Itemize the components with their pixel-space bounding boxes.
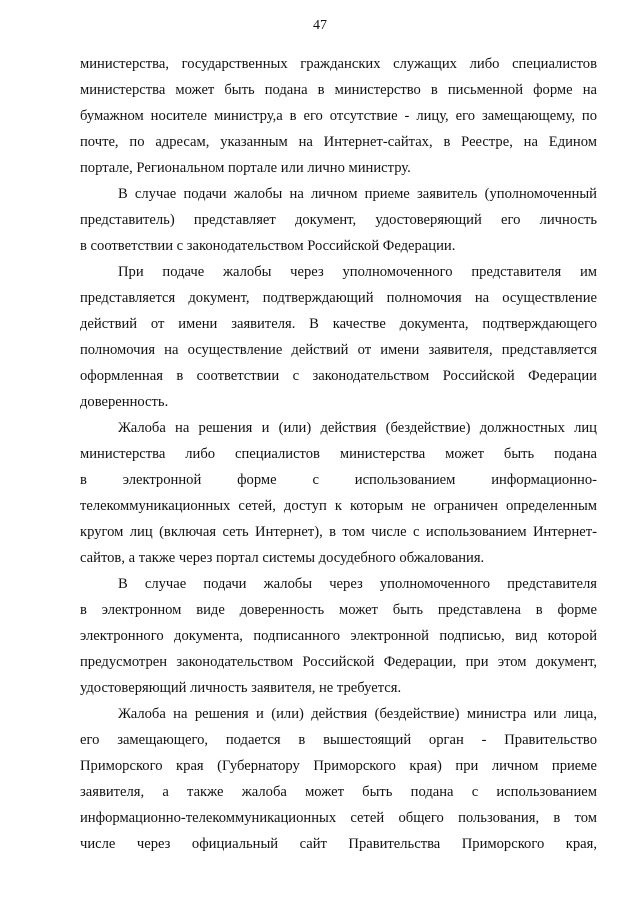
text-line: в электронном виде доверенность может быть представлена в форме xyxy=(80,602,597,618)
text-line: заявителя, а также жалоба может быть подана с использованием xyxy=(80,784,597,800)
text-line: портале, Региональном портале или лично министру. xyxy=(80,160,411,176)
text-line: представляется документ, подтверждающий полномочия на осуществление xyxy=(80,290,597,306)
text-line: удостоверяющий личность заявителя, не требуется. xyxy=(80,680,402,696)
text-line: При подаче жалобы через уполномоченного представителя им xyxy=(118,264,597,280)
text-line: в электронной форме с использованием информационно- xyxy=(80,472,597,488)
text-line: информационно-телекоммуникационных сетей общего пользования, в том xyxy=(80,810,597,826)
text-line: кругом лиц (включая сеть Интернет), в том числе с использованием Интернет- xyxy=(80,524,597,540)
text-line: почте, по адресам, указанным на Интернет-сайтах, в Реестре, на Едином xyxy=(80,134,597,150)
text-line: представитель) представляет документ, удостоверяющий его личность xyxy=(80,212,597,228)
text-line: доверенность. xyxy=(80,394,169,410)
text-line: В случае подачи жалобы через уполномоченного представителя xyxy=(118,576,597,592)
text-line: бумажном носителе министру,а в его отсутствие - лицу, его замещающему, по xyxy=(80,108,597,124)
text-line: министерства, государственных гражданских служащих либо специалистов xyxy=(80,56,597,72)
text-line: его замещающего, подается в вышестоящий орган - Правительство xyxy=(80,732,597,748)
text-line: сайтов, а также через портал системы досудебного обжалования. xyxy=(80,550,485,566)
text-line: оформленная в соответствии с законодательством Российской Федерации xyxy=(80,368,597,384)
text-line: действий от имени заявителя. В качестве документа, подтверждающего xyxy=(80,316,597,332)
text-line: министерства может быть подана в министерство в письменной форме на xyxy=(80,82,597,98)
text-line: в соответствии с законодательством Российской Федерации. xyxy=(80,238,456,254)
text-line: телекоммуникационных сетей, доступ к которым не ограничен определенным xyxy=(80,498,597,514)
text-line: Приморского края (Губернатору Приморского края) при личном приеме xyxy=(80,758,597,774)
text-line: министерства либо специалистов министерства может быть подана xyxy=(80,446,597,462)
text-line: Жалоба на решения и (или) действия (бездействие) министра или лица, xyxy=(118,706,597,722)
text-line: числе через официальный сайт Правительства Приморского края, xyxy=(80,836,597,852)
text-line: электронного документа, подписанного электронной подписью, вид которой xyxy=(80,628,597,644)
text-line: Жалоба на решения и (или) действия (бездействие) должностных лиц xyxy=(118,420,597,436)
text-line: предусмотрен законодательством Российской Федерации, при этом документ, xyxy=(80,654,597,670)
page-number: 47 xyxy=(313,18,327,33)
text-line: В случае подачи жалобы на личном приеме заявитель (уполномоченный xyxy=(118,186,597,202)
text-line: полномочия на осуществление действий от имени заявителя, представляется xyxy=(80,342,597,358)
